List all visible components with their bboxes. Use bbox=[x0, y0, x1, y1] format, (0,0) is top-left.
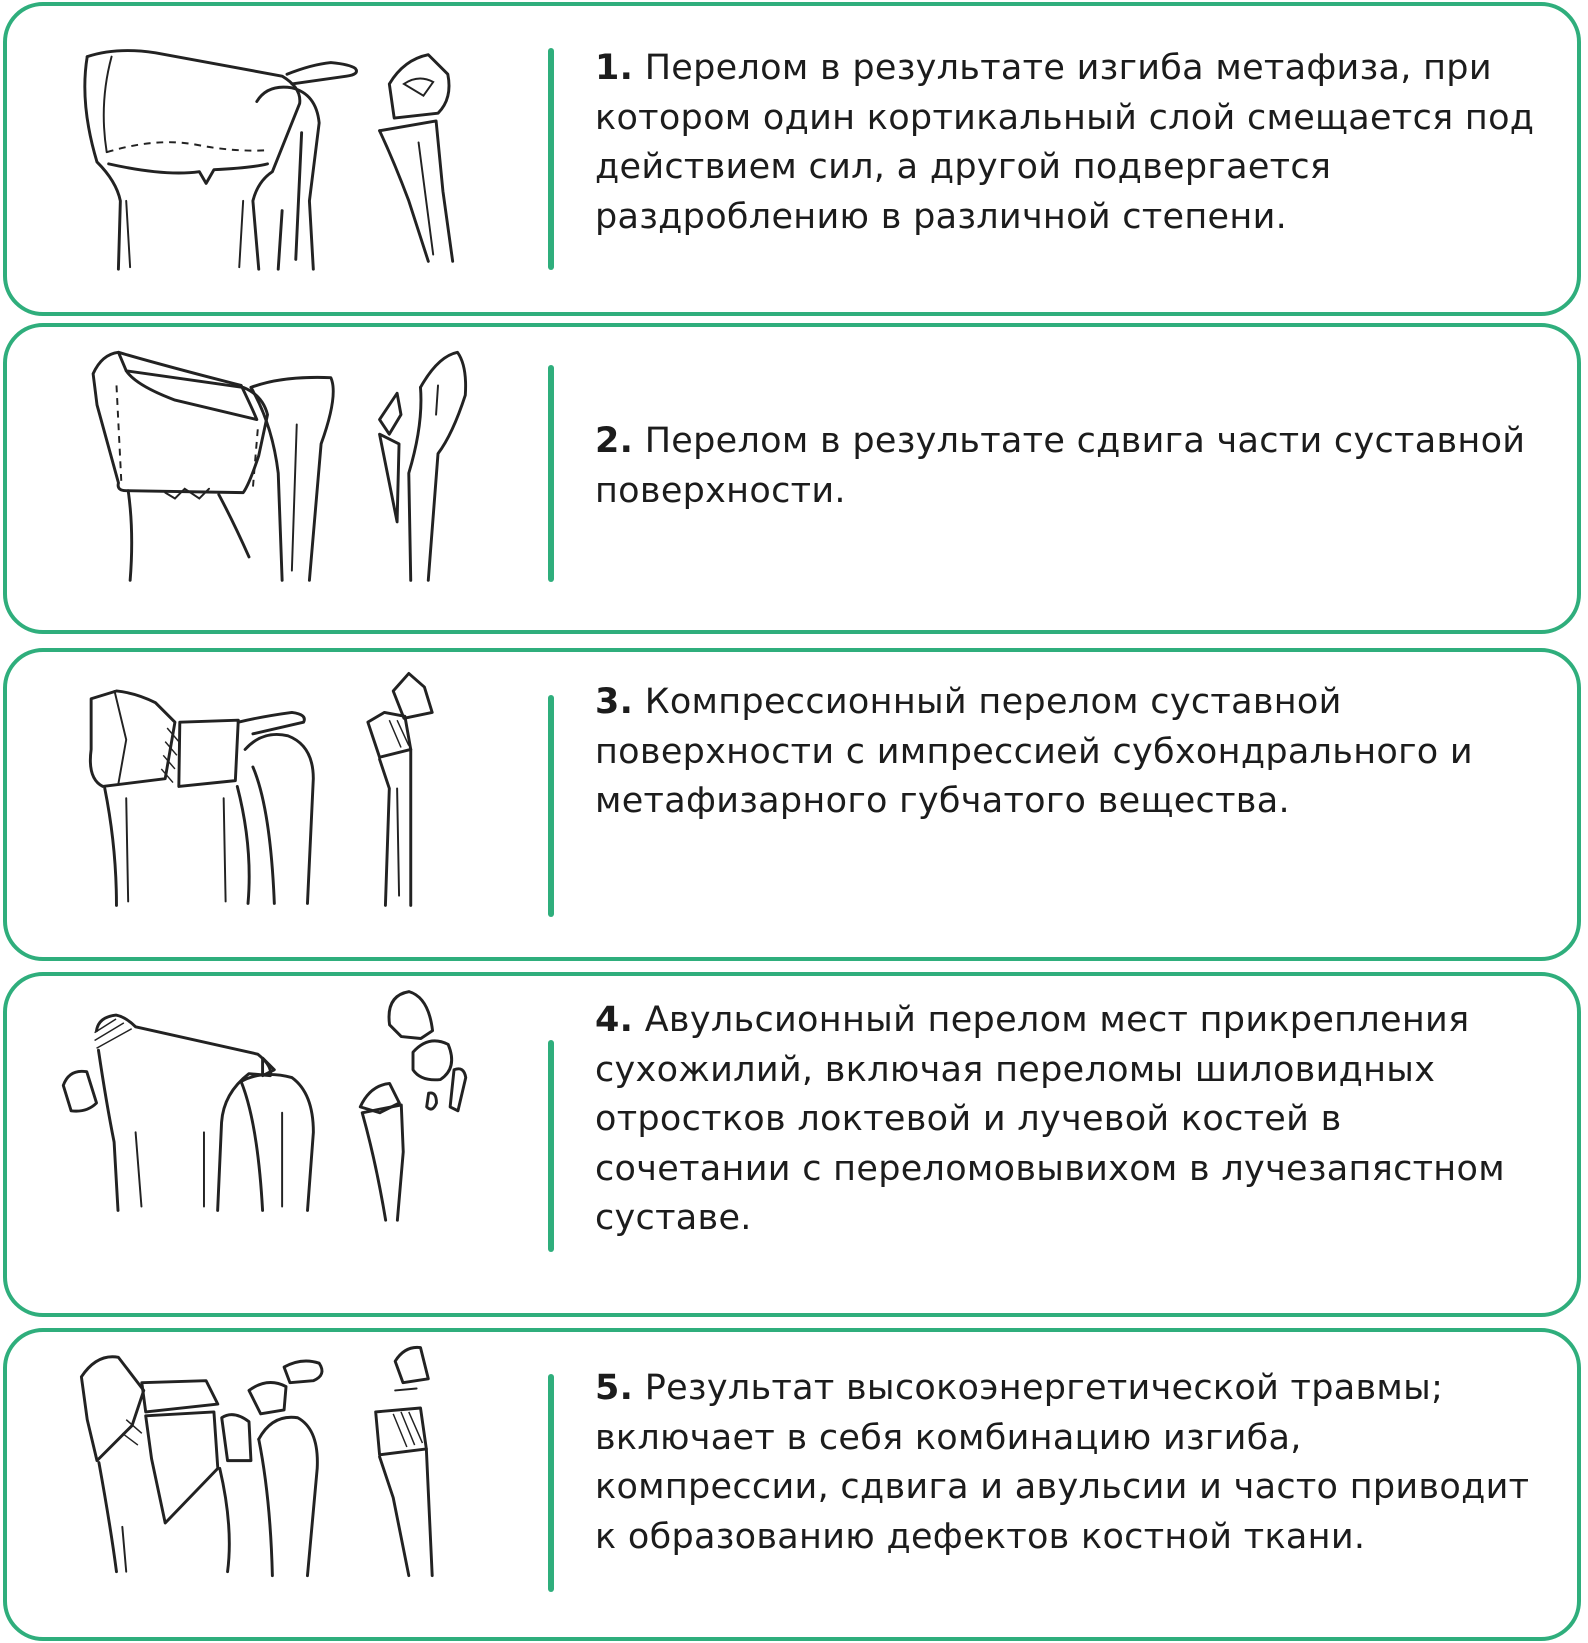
fracture-card-3 bbox=[3, 648, 1581, 961]
fracture-card-1 bbox=[3, 2, 1581, 316]
item-text: Результат высокоэнергетической травмы; включает в себя комбинацию изгиба, компрессии, сдвига и авульсии и часто приводит к образованию дефектов костной ткани. bbox=[595, 1368, 1530, 1557]
item-number: 5. bbox=[595, 1368, 634, 1408]
item-text: Компрессионный перелом суставной поверхности с импрессией субхондрального и метафизарного губчатого вещества. bbox=[595, 682, 1473, 821]
item-number: 3. bbox=[595, 682, 634, 722]
fracture-description-5 bbox=[595, 1364, 1547, 1562]
shear-fracture-illustration bbox=[52, 327, 522, 630]
fracture-card-5 bbox=[3, 1328, 1581, 1641]
fracture-card-4 bbox=[3, 972, 1581, 1317]
fracture-card-2 bbox=[3, 323, 1581, 634]
divider bbox=[548, 48, 554, 270]
fracture-description-4 bbox=[595, 996, 1547, 1244]
fracture-description-3 bbox=[595, 678, 1547, 827]
divider bbox=[548, 1374, 554, 1592]
divider bbox=[548, 695, 554, 917]
fracture-description-2 bbox=[595, 417, 1547, 516]
item-text: Перелом в результате изгиба метафиза, при котором один кортикальный слой смещается под действием сил, а другой подвергается раздроблению в различной степени. bbox=[595, 48, 1535, 237]
item-text: Авульсионный перелом мест прикрепления сухожилий, включая переломы шиловидных отростков локтевой и лучевой костей в сочетании с переломовывихом в лучезапястном суставе. bbox=[595, 1000, 1505, 1238]
item-number: 1. bbox=[595, 48, 634, 88]
fracture-description-1 bbox=[595, 44, 1547, 242]
divider bbox=[548, 365, 554, 582]
compression-fracture-illustration bbox=[52, 652, 522, 957]
item-number: 2. bbox=[595, 421, 634, 461]
item-number: 4. bbox=[595, 1000, 634, 1040]
item-text: Перелом в результате сдвига части суставной поверхности. bbox=[595, 421, 1526, 511]
avulsion-fracture-illustration bbox=[52, 976, 522, 1313]
combined-fracture-illustration bbox=[52, 1332, 522, 1637]
divider bbox=[548, 1040, 554, 1252]
bending-fracture-illustration bbox=[52, 6, 522, 312]
